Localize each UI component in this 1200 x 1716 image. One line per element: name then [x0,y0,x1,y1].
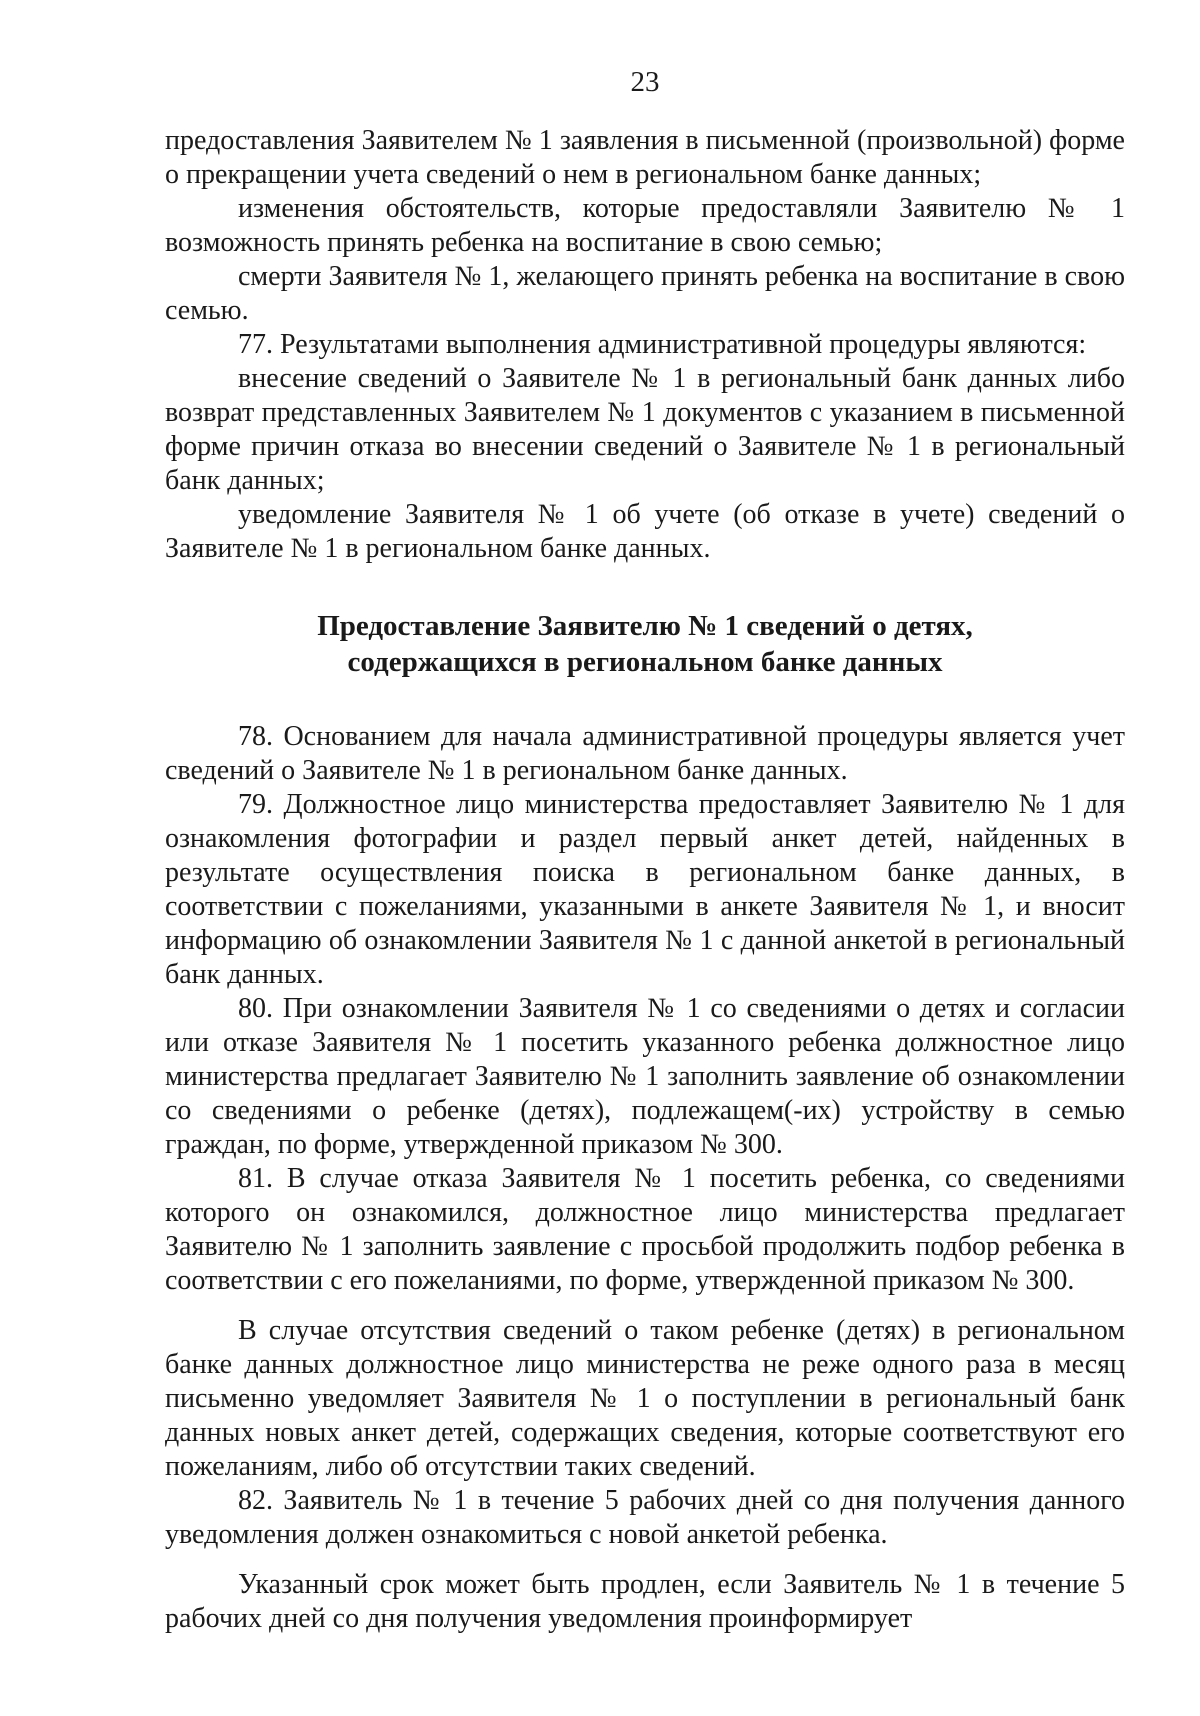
paragraph-82-continued: Указанный срок может быть продлен, если Заявитель № 1 в течение 5 рабочих дней со дня получения уведомления проинформирует [165,1569,1125,1634]
paragraph-top-3: смерти Заявителя № 1, желающего принять ребенка на воспитание в свою семью. [165,261,1125,326]
paragraph-top-6: уведомление Заявителя № 1 об учете (об отказе в учете) сведений о Заявителе № 1 в региональном банке данных. [165,499,1125,564]
page-number: 23 [630,66,660,98]
paragraph-81: 81. В случае отказа Заявителя № 1 посетить ребенка, со сведениями которого он ознакомился, должностное лицо министерства предлагает Заявителю № 1 заполнить заявление с просьбой продолжить подбор ребенка в соответствии с его пожеланиями, по форме, утвержденной приказом № 300. [165,1163,1125,1296]
document-page [165,62,1125,1662]
paragraph-81-continued: В случае отсутствия сведений о таком ребенке (детях) в региональном банке данных должностное лицо министерства не реже одного раза в месяц письменно уведомляет Заявителя № 1 о поступлении в региональный банк данных новых анкет детей, содержащих сведения, которые соответствуют его пожеланиям, либо об отсутствии таких сведений. [165,1315,1125,1482]
section-heading-line-2: содержащихся в региональном банке данных [347,646,943,678]
paragraph-top-4: 77. Результатами выполнения административной процедуры являются: [238,329,1087,360]
paragraph-top-2: изменения обстоятельств, которые предоставляли Заявителю № 1 возможность принять ребенка на воспитание в свою семью; [165,193,1125,258]
paragraph-top-5: внесение сведений о Заявителе № 1 в региональный банк данных либо возврат представленных Заявителем № 1 документов с указанием в письменной форме причин отказа во внесении сведений о Заявителе № 1 в региональный банк данных; [165,363,1125,496]
paragraph-79: 79. Должностное лицо министерства предоставляет Заявителю № 1 для ознакомления фотографии и раздел первый анкет детей, найденных в результате осуществления поиска в региональном банке данных, в соответствии с пожеланиями, указанными в анкете Заявителя № 1, и вносит информацию об ознакомлении Заявителя № 1 с данной анкетой в региональный банк данных. [165,789,1125,990]
paragraph-80: 80. При ознакомлении Заявителя № 1 со сведениями о детях и согласии или отказе Заявителя № 1 посетить указанного ребенка должностное лицо министерства предлагает Заявителю № 1 заполнить заявление об ознакомлении со сведениями о ребенке (детях), подлежащем(-их) устройству в семью граждан, по форме, утвержденной приказом № 300. [165,993,1125,1160]
paragraph-78: 78. Основанием для начала административной процедуры является учет сведений о Заявителе № 1 в региональном банке данных. [165,721,1125,786]
section-heading-line-1: Предоставление Заявителю № 1 сведений о детях, [317,610,973,642]
section-heading [165,608,1125,680]
paragraph-82: 82. Заявитель № 1 в течение 5 рабочих дней со дня получения данного уведомления должен ознакомиться с новой анкетой ребенка. [165,1485,1125,1550]
paragraph-top-1: предоставления Заявителем № 1 заявления в письменной (произвольной) форме о прекращении учета сведений о нем в региональном банке данных; [165,125,1125,190]
